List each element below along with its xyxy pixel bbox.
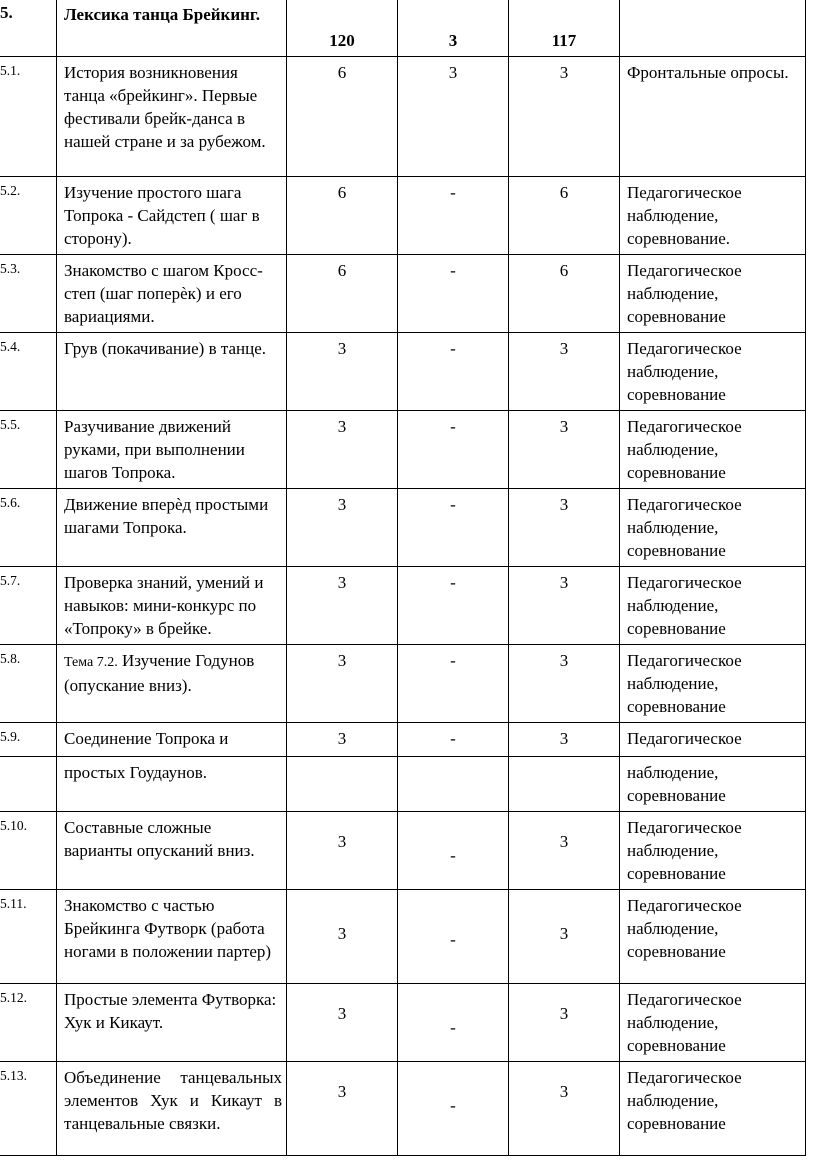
row-practice-hours: 3 xyxy=(509,57,620,177)
row-number: 5.7. xyxy=(0,567,57,645)
section-title: Лексика танца Брейкинг. xyxy=(57,0,287,57)
row-control-form: Педагогическое наблюдение, соревнование xyxy=(620,489,806,567)
row-theory-hours: - xyxy=(398,890,509,984)
topic-prefix: Тема 7.2. xyxy=(64,655,118,670)
row-number: 5.11. xyxy=(0,890,57,984)
row-number: 5.4. xyxy=(0,333,57,411)
row-number: 5.12. xyxy=(0,984,57,1062)
row-control-form: Педагогическое наблюдение, соревнование xyxy=(620,333,806,411)
table-row xyxy=(0,812,806,890)
row-theory-hours: 3 xyxy=(398,57,509,177)
row-total-hours: 3 xyxy=(287,411,398,489)
table-row xyxy=(0,567,806,645)
row-theory-hours: - xyxy=(398,177,509,255)
section-total-hours: 120 xyxy=(287,0,398,57)
row-practice-hours: 3 xyxy=(509,567,620,645)
row-practice-hours: 3 xyxy=(509,812,620,890)
row-practice-hours: 3 xyxy=(509,489,620,567)
section-number: 5. xyxy=(0,0,57,57)
row-theory-hours: - xyxy=(398,567,509,645)
row-theory-hours: - xyxy=(398,411,509,489)
row-practice-hours: 3 xyxy=(509,411,620,489)
row-total-hours: 6 xyxy=(287,57,398,177)
row-control-form: Педагогическое наблюдение, соревнование xyxy=(620,411,806,489)
row-control-form: Фронтальные опросы. xyxy=(620,57,806,177)
row-total-hours: 6 xyxy=(287,177,398,255)
row-number: 5.9. xyxy=(0,723,57,757)
row-number: 5.2. xyxy=(0,177,57,255)
row-topic xyxy=(57,645,287,723)
row-total-hours: 3 xyxy=(287,812,398,890)
table-row xyxy=(0,757,806,812)
row-total-hours: 3 xyxy=(287,645,398,723)
row-topic: История возникновения танца «брейкинг». Первые фестивали брейк-данса в нашей стране и за рубежом. xyxy=(57,57,287,177)
row-practice-hours: 3 xyxy=(509,890,620,984)
row-total-hours xyxy=(287,757,398,812)
row-topic: Проверка знаний, умений и навыков: мини-конкурс по «Топроку» в брейке. xyxy=(57,567,287,645)
row-topic: Знакомство с шагом Кросс-степ (шаг поперѐк) и его вариациями. xyxy=(57,255,287,333)
table-row xyxy=(0,489,806,567)
table-row xyxy=(0,1062,806,1156)
row-total-hours: 3 xyxy=(287,489,398,567)
section-practice-hours: 117 xyxy=(509,0,620,57)
row-theory-hours xyxy=(398,757,509,812)
row-total-hours: 3 xyxy=(287,1062,398,1156)
row-theory-hours: - xyxy=(398,333,509,411)
row-number: 5.3. xyxy=(0,255,57,333)
section-control-form xyxy=(620,0,806,57)
row-theory-hours: - xyxy=(398,645,509,723)
table-row xyxy=(0,57,806,177)
row-control-form: Педагогическое наблюдение, соревнование xyxy=(620,1062,806,1156)
table-row xyxy=(0,411,806,489)
row-total-hours: 3 xyxy=(287,567,398,645)
row-control-form: Педагогическое наблюдение, соревнование xyxy=(620,645,806,723)
row-total-hours: 6 xyxy=(287,255,398,333)
row-topic: Движение вперѐд простыми шагами Топрока. xyxy=(57,489,287,567)
section-theory-hours: 3 xyxy=(398,0,509,57)
table-row xyxy=(0,255,806,333)
row-practice-hours: 6 xyxy=(509,177,620,255)
row-practice-hours: 6 xyxy=(509,255,620,333)
row-control-form: наблюдение, соревнование xyxy=(620,757,806,812)
row-topic: Соединение Топрока и xyxy=(57,723,287,757)
row-number: 5.13. xyxy=(0,1062,57,1156)
row-control-form: Педагогическое xyxy=(620,723,806,757)
row-total-hours: 3 xyxy=(287,890,398,984)
row-theory-hours: - xyxy=(398,812,509,890)
row-number: 5.10. xyxy=(0,812,57,890)
row-practice-hours: 3 xyxy=(509,645,620,723)
table-row xyxy=(0,723,806,757)
row-theory-hours: - xyxy=(398,255,509,333)
row-control-form: Педагогическое наблюдение, соревнование xyxy=(620,984,806,1062)
row-theory-hours: - xyxy=(398,723,509,757)
row-total-hours: 3 xyxy=(287,333,398,411)
row-control-form: Педагогическое наблюдение, соревнование. xyxy=(620,177,806,255)
row-number: 5.8. xyxy=(0,645,57,723)
row-theory-hours: - xyxy=(398,489,509,567)
row-topic: Простые элемента Футворка: Хук и Кикаут. xyxy=(57,984,287,1062)
row-control-form: Педагогическое наблюдение, соревнование xyxy=(620,255,806,333)
row-topic: Грув (покачивание) в танце. xyxy=(57,333,287,411)
row-topic: Изучение простого шага Топрока - Сайдстеп ( шаг в сторону). xyxy=(57,177,287,255)
row-control-form: Педагогическое наблюдение, соревнование xyxy=(620,812,806,890)
row-practice-hours: 3 xyxy=(509,984,620,1062)
row-topic: Разучивание движений руками, при выполнении шагов Топрока. xyxy=(57,411,287,489)
row-topic: простых Гоудаунов. xyxy=(57,757,287,812)
row-number: 5.1. xyxy=(0,57,57,177)
program-table-page-2 xyxy=(0,756,806,1156)
row-topic: Объединение танцевальных элементов Хук и Кикаут в танцевальные связки. xyxy=(57,1062,287,1156)
row-control-form: Педагогическое наблюдение, соревнование xyxy=(620,890,806,984)
table-row xyxy=(0,177,806,255)
row-practice-hours xyxy=(509,757,620,812)
table-row xyxy=(0,645,806,723)
row-topic: Знакомство с частью Брейкинга Футворк (работа ногами в положении партер) xyxy=(57,890,287,984)
row-topic: Составные сложные варианты опусканий вниз. xyxy=(57,812,287,890)
row-number: 5.5. xyxy=(0,411,57,489)
section-header-row xyxy=(0,0,806,57)
row-theory-hours: - xyxy=(398,1062,509,1156)
row-number: 5.6. xyxy=(0,489,57,567)
row-control-form: Педагогическое наблюдение, соревнование xyxy=(620,567,806,645)
row-practice-hours: 3 xyxy=(509,723,620,757)
topic-text: Изучение Годунов (опускание вниз). xyxy=(64,651,255,695)
row-practice-hours: 3 xyxy=(509,333,620,411)
table-row xyxy=(0,333,806,411)
row-total-hours: 3 xyxy=(287,984,398,1062)
table-row xyxy=(0,890,806,984)
row-total-hours: 3 xyxy=(287,723,398,757)
row-number xyxy=(0,757,57,812)
table-row xyxy=(0,984,806,1062)
row-theory-hours: - xyxy=(398,984,509,1062)
row-practice-hours: 3 xyxy=(509,1062,620,1156)
